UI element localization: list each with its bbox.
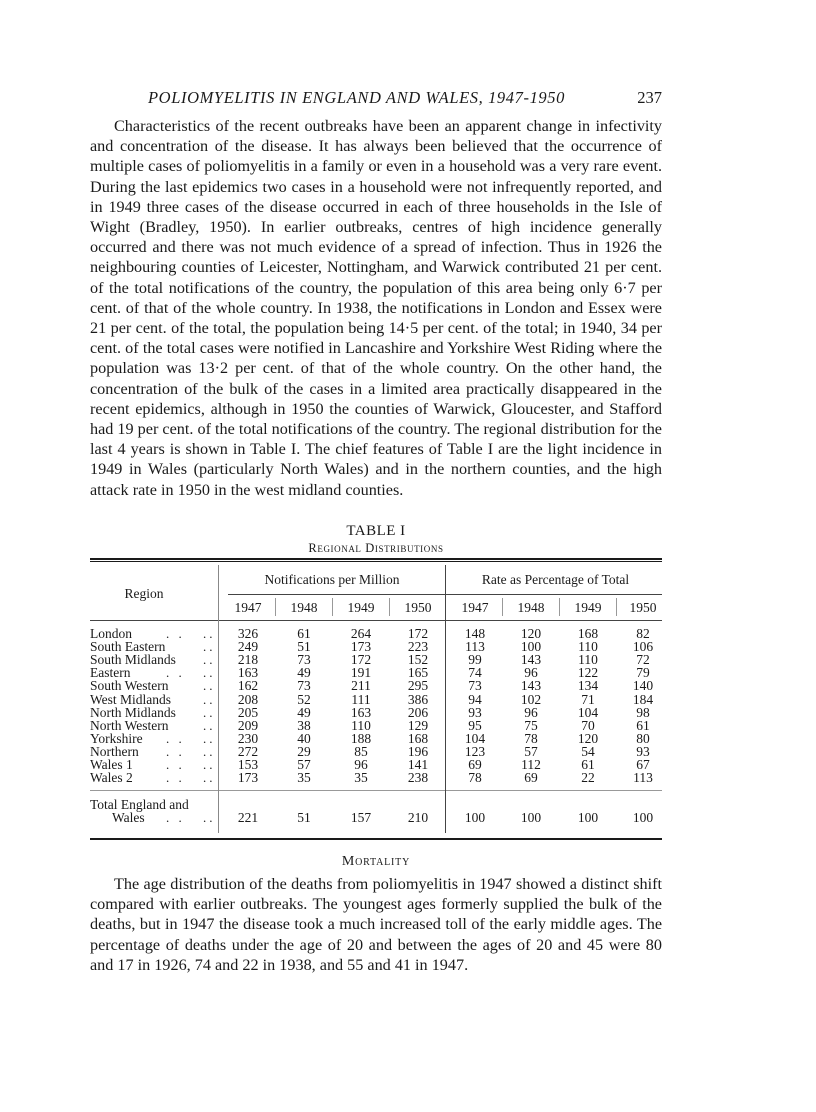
table-cell: 223 [407, 639, 429, 655]
table-cell: 173 [237, 770, 259, 786]
mortality-heading: Mortality [341, 854, 411, 869]
year-header: 1949 [574, 600, 602, 615]
leader-dots: .. [203, 757, 216, 772]
table-cell: 165 [407, 665, 429, 681]
total-cell: 100 [577, 810, 599, 825]
table-cell: 80 [636, 730, 650, 746]
page-number: 237 [637, 88, 662, 107]
leader-dots: .. [203, 652, 216, 668]
table-cell: 79 [636, 665, 650, 681]
leader-dots: .. [203, 770, 216, 786]
year-header: 1950 [629, 600, 657, 615]
table-cell: 38 [297, 717, 311, 733]
col-divider [559, 598, 560, 616]
table-cell: 100 [520, 639, 542, 655]
table-cell: 61 [297, 626, 311, 641]
table-subtitle: Regional Distributions [308, 541, 444, 555]
leader-dots: .. [203, 730, 216, 746]
table-cell: 264 [350, 626, 372, 641]
table-cell: 52 [297, 691, 311, 707]
table-cell: 168 [577, 626, 599, 641]
table-cell: 57 [297, 757, 311, 772]
table-cell: 153 [237, 757, 259, 772]
rate-header: Rate as Percentage of Total [481, 572, 630, 587]
table-cell: 173 [350, 639, 372, 655]
table-cell: 93 [636, 743, 650, 759]
table-cell: 96 [354, 757, 368, 772]
table-cell: 249 [237, 639, 259, 655]
table-cell: 123 [464, 743, 486, 759]
table-cell: 184 [632, 691, 654, 707]
table-cell: 71 [581, 691, 595, 707]
table-cell: 104 [577, 704, 599, 720]
leader-dots: . . [166, 626, 185, 641]
region-label: South Midlands [90, 652, 176, 668]
table-cell: 188 [350, 730, 372, 746]
table-cell: 78 [468, 770, 482, 786]
total-rule [90, 790, 662, 791]
table-cell: 61 [581, 757, 595, 772]
group-divider [445, 565, 446, 833]
table-cell: 326 [237, 626, 259, 641]
table-cell: 67 [636, 757, 650, 772]
leader-dots: .. [203, 665, 216, 681]
table-cell: 72 [636, 652, 650, 668]
col-divider [275, 598, 276, 616]
table-cell: 49 [297, 704, 311, 720]
leader-dots: .. [203, 743, 216, 759]
total-cell: 51 [297, 810, 311, 825]
table-cell: 113 [465, 639, 485, 655]
region-label: South Western [90, 678, 169, 694]
table-cell: 134 [577, 678, 599, 694]
table-cell: 74 [468, 665, 482, 681]
table-top-rule-thin [90, 561, 662, 562]
table-cell: 208 [237, 691, 259, 707]
table-cell: 152 [407, 652, 429, 668]
table-cell: 49 [297, 665, 311, 681]
table-cell: 99 [468, 652, 482, 668]
table-cell: 96 [524, 704, 538, 720]
table-cell: 40 [297, 730, 311, 746]
leader-dots: .. [203, 717, 216, 733]
region-label: South Eastern [90, 639, 166, 655]
region-label: Yorkshire [90, 730, 143, 746]
table-cell: 69 [524, 770, 538, 786]
year-header: 1948 [517, 600, 545, 615]
table-top-rule [90, 558, 662, 560]
table-cell: 218 [237, 652, 259, 668]
year-header: 1948 [290, 600, 318, 615]
table-cell: 35 [354, 770, 368, 786]
total-cell: 100 [632, 810, 654, 825]
table-title: TABLE I [346, 523, 406, 539]
table-cell: 94 [468, 691, 482, 707]
table-cell: 205 [237, 704, 259, 720]
region-header: Region [124, 586, 164, 601]
leader-dots: .. [203, 626, 216, 641]
col-divider [389, 598, 390, 616]
table-cell: 113 [633, 770, 653, 786]
leader-dots: . . [166, 665, 185, 681]
leader-dots: . . [166, 743, 185, 759]
leader-dots: . . [166, 730, 185, 746]
leader-dots: .. [203, 704, 216, 720]
total-cell: 157 [350, 810, 372, 825]
table-cell: 206 [407, 704, 429, 720]
table-cell: 69 [468, 757, 482, 772]
table-cell: 57 [524, 743, 538, 759]
col-divider [502, 598, 503, 616]
total-cell: 100 [464, 810, 486, 825]
table-cell: 163 [350, 704, 372, 720]
region-label: London [90, 626, 132, 641]
leader-dots: .. [203, 678, 216, 694]
table-cell: 29 [297, 743, 311, 759]
table-cell: 191 [350, 665, 372, 681]
table-cell: 93 [468, 704, 482, 720]
table-cell: 70 [581, 717, 595, 733]
table-cell: 148 [464, 626, 486, 641]
total-cell: 100 [520, 810, 542, 825]
table-cell: 110 [351, 717, 371, 733]
table-cell: 386 [407, 691, 429, 707]
header-rule [90, 620, 662, 621]
table-cell: 140 [632, 678, 654, 694]
table-cell: 73 [297, 652, 311, 668]
running-title: POLIOMYELITIS IN ENGLAND AND WALES, 1947-1950 [148, 88, 565, 107]
table-cell: 295 [407, 678, 429, 694]
table-cell: 172 [407, 626, 429, 641]
table-cell: 104 [464, 730, 486, 746]
table-cell: 35 [297, 770, 311, 786]
table-cell: 98 [636, 704, 650, 720]
total-label: Total England and [90, 797, 189, 812]
table-cell: 112 [521, 757, 541, 772]
region-label: Northern [90, 743, 139, 759]
table-cell: 78 [524, 730, 538, 746]
table-cell: 96 [524, 665, 538, 681]
table-cell: 73 [297, 678, 311, 694]
leader-dots: .. [203, 691, 216, 707]
table-cell: 51 [297, 639, 311, 655]
table-cell: 61 [636, 717, 650, 733]
year-header: 1950 [404, 600, 432, 615]
table-cell: 211 [351, 678, 371, 694]
table-cell: 75 [524, 717, 538, 733]
table-cell: 106 [632, 639, 654, 655]
table-cell: 141 [407, 757, 429, 772]
leader-dots: . . [166, 770, 185, 786]
region-label: North Western [90, 717, 169, 733]
table-cell: 54 [581, 743, 595, 759]
region-label: Eastern [90, 665, 131, 681]
table-bottom-rule [90, 838, 662, 840]
table-cell: 110 [578, 639, 598, 655]
table-cell: 238 [407, 770, 429, 786]
table-cell: 163 [237, 665, 259, 681]
year-header: 1947 [234, 600, 262, 615]
table-cell: 196 [407, 743, 429, 759]
table-cell: 110 [578, 652, 598, 668]
total-cell: 221 [237, 810, 259, 825]
notifications-header: Notifications per Million [264, 572, 400, 587]
intro-paragraph: Characteristics of the recent outbreaks have been an apparent change in infectivity and concentration of the disease. It has always been believed that the occurrence of multiple cases of poliomyelitis in a family or even in a household was a very rare event. During the last epidemics two cases in a household were not infrequently reported, and in 1949 three cases of the disease occurred in each of three households in the Isle of Wight (Bradley, 1950). In earlier outbreaks, centres of high incidence generally occurred and there was not much evidence of a spread of infection. Thus in 1926 the neighbouring counties of Leicester, Nottingham, and Warwick contributed 21 per cent. of the total notifications of the country, the population of this area being only 6·7 per cent. of that of the whole country. In 1938, the notifications in London and Essex were 21 per cent. of the total, the population being 14·5 per cent. of the total; in 1940, 34 per cent. of the total cases were notified in Lancashire and Yorkshire West Riding where the population was 13·2 per cent. of that of the whole country. On the other hand, the concentration of the bulk of the cases in a limited area practically disappeared in the recent epidemics, although in 1950 the counties of Warwick, Gloucester, and Stafford had 19 per cent. of the total notifications of the country. The regional distribution for the last 4 years is shown in Table I. The chief features of Table I are the light incidence in 1949 in Wales (particularly North Wales) and in the northern counties, and the high attack rate in 1950 in the west midland counties. [90, 117, 662, 499]
table-cell: 22 [581, 770, 595, 786]
total-label-line2: Wales [112, 810, 145, 825]
region-label: West Midlands [90, 691, 172, 707]
mortality-paragraph: The age distribution of the deaths from poliomyelitis in 1947 showed a distinct shift compared with earlier outbreaks. The youngest ages formerly supplied the bulk of the deaths, but in 1947 the disease took a much increased toll of the early middle ages. The percentage of deaths under the age of 20 and between the ages of 20 and 45 were 80 and 17 in 1926, 74 and 22 in 1938, and 55 and 41 in 1947. [90, 875, 662, 974]
table-cell: 95 [468, 717, 482, 733]
col-divider [332, 598, 333, 616]
leader-dots: . . [166, 810, 185, 825]
region-label: Wales 1 [90, 757, 133, 772]
region-divider [218, 565, 219, 833]
total-cell: 210 [407, 810, 429, 825]
table-cell: 122 [577, 665, 599, 681]
table-cell: 209 [237, 717, 259, 733]
table-cell: 102 [520, 691, 542, 707]
region-label: North Midlands [90, 704, 176, 720]
col-divider [616, 598, 617, 616]
year-header: 1949 [347, 600, 375, 615]
table-cell: 85 [354, 743, 368, 759]
table-cell: 129 [407, 717, 429, 733]
table-cell: 82 [636, 626, 650, 641]
table-cell: 111 [351, 691, 371, 707]
leader-dots: .. [203, 810, 216, 825]
table-cell: 230 [237, 730, 259, 746]
table-cell: 272 [237, 743, 259, 759]
table-cell: 143 [520, 678, 542, 694]
running-header [90, 88, 662, 112]
table-cell: 168 [407, 730, 429, 746]
table-cell: 120 [577, 730, 599, 746]
leader-dots: .. [203, 639, 216, 655]
leader-dots: . . [166, 757, 185, 772]
year-header: 1947 [461, 600, 489, 615]
table-cell: 172 [350, 652, 372, 668]
table-cell: 120 [520, 626, 542, 641]
table-cell: 73 [468, 678, 482, 694]
table-cell: 143 [520, 652, 542, 668]
table-cell: 162 [237, 678, 259, 694]
region-label: Wales 2 [90, 770, 133, 786]
